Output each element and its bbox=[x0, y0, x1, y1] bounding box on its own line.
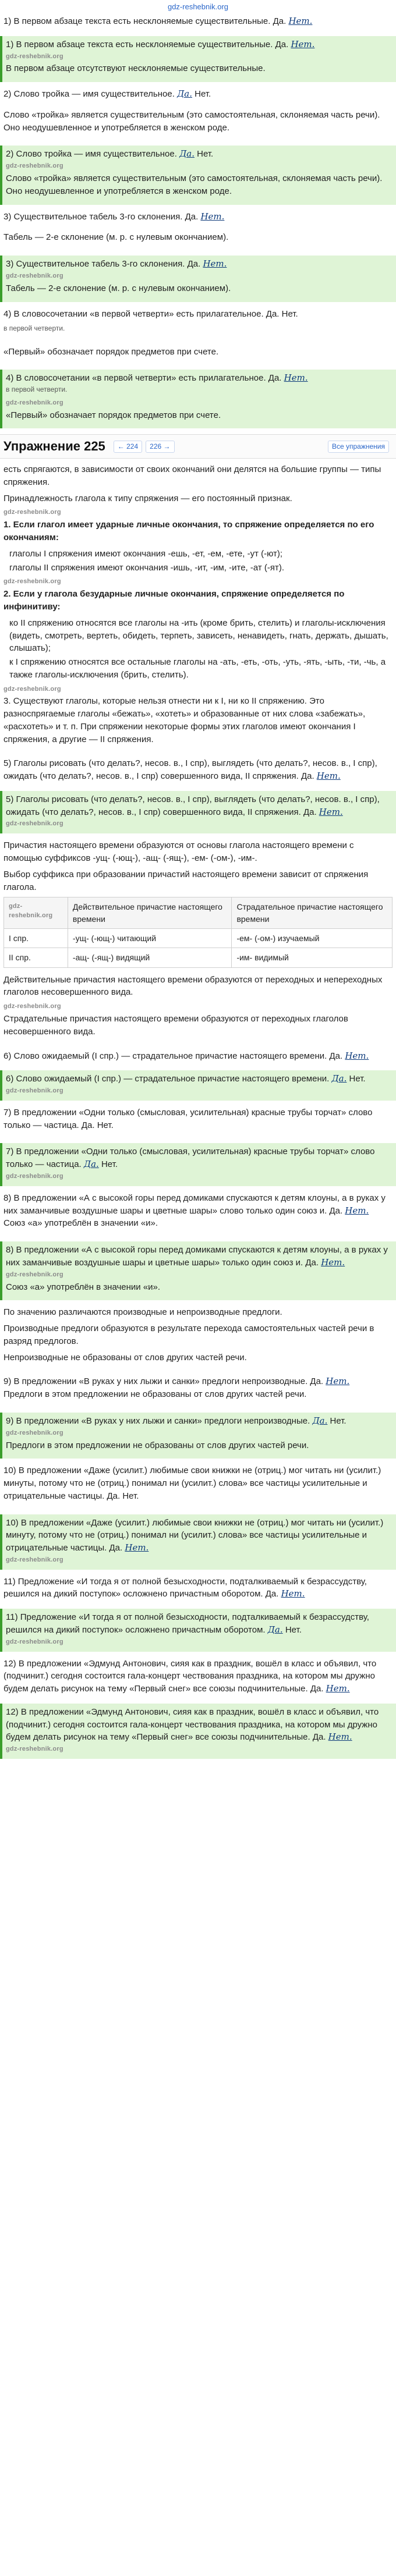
watermark: gdz-reshebnik.org bbox=[6, 820, 63, 828]
question-7: 7) В предложении «Одни только (смысловая, усилительная) красные трубы торчат» слово только — частица. Да. Нет. bbox=[3, 1107, 373, 1130]
answer: Нет. bbox=[125, 1542, 149, 1553]
prev-exercise-button[interactable]: ← 224 bbox=[114, 441, 142, 453]
answer-block-8: 8) В предложении «А с высокой горы перед домиками спускаются к детям клоуны, а в руках у них заманчивые воздушные шары и цветные шары» только один союз и. Да. Нет. gdz-reshebnik.org Союз «а» употреблён в значении «и». bbox=[0, 1241, 396, 1300]
question-10: 10) В предложении «Даже (усилит.) любимые свои книжки не (отриц.) мог читать ни (усилит.) минуты, потому что не (отриц.) понимал ни (усилит.) слова» все частицы усилительные и отрицательные частицы. Да. Нет. bbox=[3, 1466, 381, 1501]
question-3: 3) Существительное табель 3-го склонения. Да. Нет. bbox=[3, 211, 225, 222]
watermark: gdz-reshebnik.org bbox=[3, 685, 61, 693]
conjugation-rule: есть спрягаются, в зависимости от своих окончаний они делятся на большие группы — типы спряжения. Принадлежность глагола к типу спряжения — его постоянный признак. gdz-reshebnik.org 1. Если глагол имеет ударные личные окончания, то спряжение определяется по его окончаниям: глаголы I спряжения имеют окончания -ешь, -ет, -ем, -ете, -ут (-ют); глаголы II спряжения имеют окончания -ишь, -ит, -им, -ите, -ат (-ят). gdz-reshebnik.org 2. Если у глагола безударные личные окончания, спряжение определяется по инфинитиву: ко II спряжению относятся все глаголы на -ить (кроме брить, стелить) и глаголы-исключения (видеть, смотреть, вертеть, обидеть, терпеть, зависеть, ненавидеть, гнать, держать, дышать, слышать); к I спряжению относятся все остальные глаголы на -ать, -еть, -оть, -уть, -ять, -ыть, -ти, -чь, а также глаголы-исключения (брить, стелить). gdz-reshebnik.org 3. Существуют глаголы, которые нельзя отнести ни к I, ни ко II спряжению. Это разноспрягаемые глаголы «бежать», «хотеть» и образованные от них слова «забежать», «расхотеть» и т. п. При спряжении некоторые формы этих глаголов имеют окончания I спряжения, а другие — II спряжения. bbox=[3, 463, 393, 751]
question-2: 2) Слово тройка — имя существительное. Да. Нет. bbox=[3, 88, 211, 100]
explanation-3: Табель — 2-е склонение (м. р. с нулевым окончанием). bbox=[3, 232, 229, 243]
question-8: 8) В предложении «А с высокой горы перед домиками спускаются к детям клоуны, а в руках у них заманчивые воздушные шары и цветные шары» слово только один союз и. Да. Нет. Союз «а» употреблён в значении «и». bbox=[3, 1193, 386, 1229]
watermark: gdz-reshebnik.org bbox=[6, 399, 63, 406]
watermark: gdz-reshebnik.org bbox=[6, 1172, 63, 1180]
answer-block-6: 6) Слово ожидаемый (I спр.) — страдательное причастие настоящего времени. Да. Нет. gdz-reshebnik.org bbox=[0, 1070, 396, 1101]
answer: Нет. bbox=[345, 1205, 369, 1216]
answer: Нет. bbox=[281, 1588, 305, 1599]
answer-block-7: 7) В предложении «Одни только (смысловая, усилительная) красные трубы торчат» слово только — частица. Да. Нет. gdz-reshebnik.org bbox=[0, 1143, 396, 1186]
answer: Нет. bbox=[284, 372, 308, 384]
answer-block-12: 12) В предложении «Эдмунд Антонович, сияя как в праздник, вошёл в класс и объявил, что (подчинит.) сегодня состоится гала-концерт чествования праздника, на котором мы дружно будем делать рисунок на тему «Первый снег» все союзы подчинительные. Да. Нет. gdz-reshebnik.org bbox=[0, 1704, 396, 1759]
table-row: II спр. -ащ- (-ящ-) видящий -им- видимый bbox=[4, 948, 393, 967]
answer: Нет. bbox=[319, 806, 343, 817]
explanation-2: Слово «тройка» является существительным (это самостоятельная, склоняемая часть речи). Оно неодушевленное и употребляется в женском роде. bbox=[3, 109, 380, 133]
page-content bbox=[0, 15, 396, 1770]
answer-block-3: 3) Существительное табель 3-го склонения. Да. Нет. gdz-reshebnik.org Табель — 2-е склонение (м. р. с нулевым окончанием). bbox=[0, 256, 396, 301]
table-row: I спр. -ущ- (-ющ-) читающий -ем- (-ом-) изучаемый bbox=[4, 929, 393, 948]
answer: Нет. bbox=[345, 1050, 369, 1061]
watermark: gdz-reshebnik.org bbox=[6, 272, 63, 279]
watermark: gdz-reshebnik.org bbox=[6, 1556, 63, 1563]
watermark: gdz-reshebnik.org bbox=[6, 162, 63, 170]
answer-block-5: 5) Глаголы рисовать (что делать?, несов. в., I спр), выглядеть (что делать?, несов. в., I спр), ожидать (что делать?, несов. в., I спр) совершенного вида, II спряжения. Да. Нет. gdz-reshebnik.org bbox=[0, 791, 396, 833]
answer-block-4: 4) В словосочетании «в первой четверти» есть прилагательное. Да. Нет. в первой четверти. gdz-reshebnik.org «Первый» обозначает порядок предметов при счете. bbox=[0, 370, 396, 428]
answer: Нет. bbox=[328, 1731, 352, 1743]
watermark: gdz-reshebnik.org bbox=[6, 1271, 63, 1278]
table-header-passive: Страдательное причастие настоящего времени bbox=[232, 897, 393, 929]
answer: Нет. bbox=[200, 211, 225, 222]
answer: Да. bbox=[312, 1415, 328, 1426]
prepositions-rule: По значению различаются производные и непроизводные предлоги. Производные предлоги образуются в результате перехода самостоятельных частей речи в разряд предлогов. Непроизводные не образованы от слов других частей речи. bbox=[3, 1307, 374, 1362]
answer: Нет. bbox=[316, 771, 341, 782]
answer: Да. bbox=[83, 1159, 99, 1170]
answer: Нет. bbox=[321, 1257, 345, 1268]
answer: Да. bbox=[267, 1624, 283, 1635]
rule-1-list: глаголы I спряжения имеют окончания -ешь, -ет, -ем, -ете, -ут (-ют); глаголы II спряжения имеют окончания -ишь, -ит, -им, -ите, -ат (-ят). bbox=[9, 548, 285, 573]
answer: Да. bbox=[179, 148, 195, 159]
question-11: 11) Предложение «И тогда я от полной безысходности, подталкиваемый к безрассудству, решился на дикий поступок» осложнено причастным оборотом. Да. Нет. bbox=[3, 1576, 367, 1599]
question-1: 1) В первом абзаце текста есть несклоняемые существительные. Да. Нет. bbox=[3, 16, 313, 26]
answer: Нет. bbox=[288, 16, 313, 26]
all-exercises-button[interactable]: Все упражнения bbox=[328, 441, 389, 453]
answer-note: В первом абзаце отсутствуют несклоняемые существительные. bbox=[6, 63, 266, 74]
watermark: gdz-reshebnik.org bbox=[3, 578, 61, 586]
question-4: 4) В словосочетании «в первой четверти» есть прилагательное. Да. Нет. в первой четверти. bbox=[3, 308, 298, 333]
answer: Да. bbox=[331, 1073, 347, 1084]
participle-suffix-table bbox=[3, 897, 393, 967]
watermark: gdz-reshebnik.org bbox=[6, 1087, 63, 1095]
explanation-4: «Первый» обозначает порядок предметов при счете. bbox=[3, 346, 219, 357]
question-9: 9) В предложении «В руках у них лыжи и санки» предлоги непроизводные. Да. Нет. Предлоги в этом предложении не образованы от слов других частей речи. bbox=[3, 1376, 350, 1400]
watermark: gdz-reshebnik.org bbox=[6, 52, 63, 60]
watermark: gdz-reshebnik.org bbox=[6, 1429, 63, 1436]
exercise-title: Упражнение 225 bbox=[3, 439, 105, 454]
answer-block-10: 10) В предложении «Даже (усилит.) любимые свои книжки не (отриц.) мог читать ни (усилит.) минуту, потому что не (отриц.) понимал ни (усилит.) слова» все частицы усилительные и отрицательные частицы. Да. Нет. gdz-reshebnik.org bbox=[0, 1514, 396, 1570]
participles-rule: Причастия настоящего времени образуются от основы глагола настоящего времени с помощью суффиксов -ущ- (-ющ-), -ащ- (-ящ-), -ем- (-ом-), -им-. Выбор суффикса при образовании причастий настоящего времени зависит от спряжения глагола. gdz-reshebnik.org Действительное причастие настоящего времени Страдательное причастие настоящего времени I спр. -ущ- (-ющ-) читающий -ем- (-ом-) изучаемый II спр. -ащ- (-ящ-) видящий -им- видимый Действительные причастия настоящего времени образуются от переходных и непереходных глаголов несовершенного вида. gdz-reshebnik.org Страдательные причастия настоящего времени образуются от переходных глаголов несовершенного вида. bbox=[3, 839, 393, 1044]
answer: Нет. bbox=[326, 1376, 350, 1387]
next-exercise-button[interactable]: 226 → bbox=[146, 441, 174, 453]
watermark: gdz-reshebnik.org bbox=[3, 509, 61, 516]
answer-block-1: 1) В первом абзаце текста есть несклоняемые существительные. Да. Нет. gdz-reshebnik.org В первом абзаце отсутствуют несклоняемые существительные. bbox=[0, 36, 396, 82]
watermark: gdz-reshebnik.org bbox=[9, 903, 53, 920]
watermark: gdz-reshebnik.org bbox=[6, 1745, 63, 1753]
answer: Нет. bbox=[291, 38, 315, 49]
answer-block-9: 9) В предложении «В руках у них лыжи и санки» предлоги непроизводные. Да. Нет. gdz-reshebnik.org Предлоги в этом предложении не образованы от слов других частей речи. bbox=[0, 1413, 396, 1459]
question-6: 6) Слово ожидаемый (I спр.) — страдательное причастие настоящего времени. Да. Нет. bbox=[3, 1050, 369, 1061]
answer: Нет. bbox=[326, 1683, 350, 1694]
question-12: 12) В предложении «Эдмунд Антонович, сияя как в праздник, вошёл в класс и объявил, что (подчинит.) сегодня состоится гала-концерт чествования праздника, на котором мы дружно будем делать рисунок на тему «Первый снег» все союзы подчинительные. Да. Нет. bbox=[3, 1658, 377, 1694]
answer: Да. bbox=[177, 88, 192, 100]
watermark: gdz-reshebnik.org bbox=[6, 1638, 63, 1645]
watermark: gdz-reshebnik.org bbox=[3, 1003, 61, 1010]
table-header-active: Действительное причастие настоящего времени bbox=[68, 897, 232, 929]
question-5: 5) Глаголы рисовать (что делать?, несов. в., I спр), выглядеть (что делать?, несов. в., I спр), ожидать (что делать?, несов. в., I спр) совершенного вида, II спряжения. Да. Нет. bbox=[3, 758, 377, 782]
answer-block-11: 11) Предложение «И тогда я от полной безысходности, подталкиваемый к безрассудству, решился на дикий поступок» осложнено причастным оборотом. Да. Нет. gdz-reshebnik.org bbox=[0, 1609, 396, 1651]
site-header-link[interactable]: gdz-reshebnik.org bbox=[167, 2, 229, 11]
rule-2-list: ко II спряжению относятся все глаголы на -ить (кроме брить, стелить) и глаголы-исключения (видеть, смотреть, вертеть, обидеть, терпеть, зависеть, ненавидеть, гнать, держать, дышать, слышать); к I спряжению относятся все остальные глаголы на -ать, -еть, -оть, -уть, -ять, -ыть, -ти, -чь, а также глаголы-исключения (брить, стелить). bbox=[9, 618, 388, 680]
answer-block-2: 2) Слово тройка — имя существительное. Да. Нет. gdz-reshebnik.org Слово «тройка» является существительным (это самостоятельная, склоняемая часть речи). Оно неодушевленное и употребляется в женском роде. bbox=[0, 146, 396, 204]
exercise-nav-bar bbox=[0, 434, 396, 459]
answer: Нет. bbox=[203, 258, 227, 269]
